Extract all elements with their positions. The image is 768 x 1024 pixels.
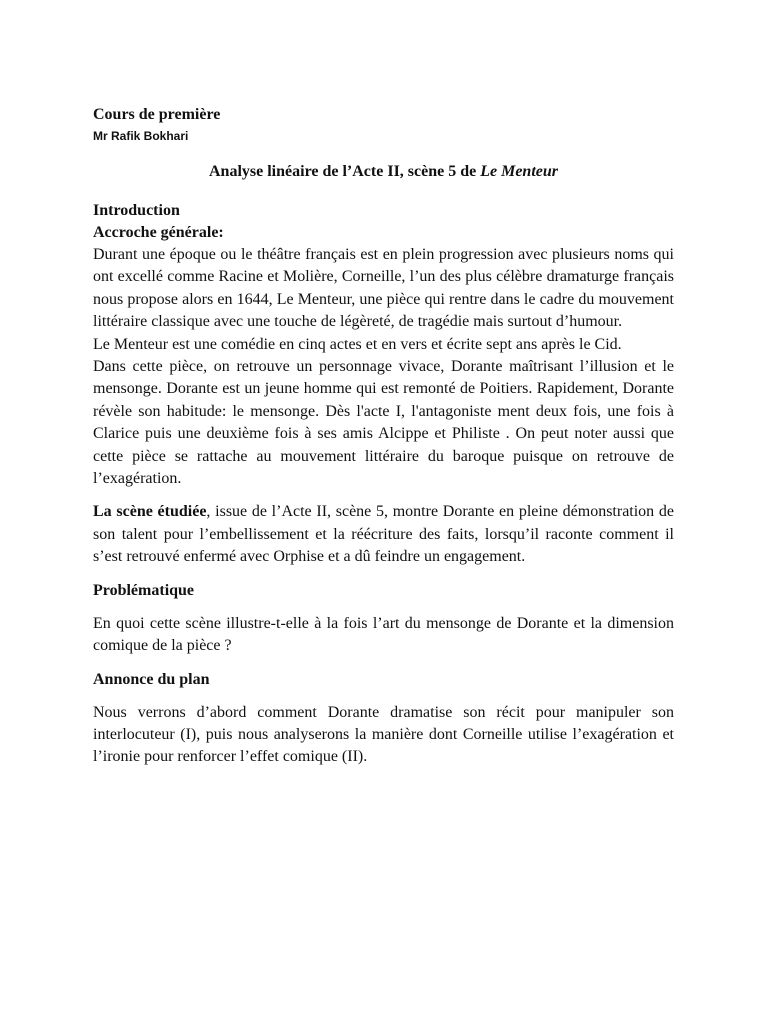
plan-text: Nous verrons d’abord comment Dorante dramatise son récit pour manipuler son interlocuteur (I), puis nous analyserons la manière dont Corneille utilise l’exagération et l’ironie pour renforcer l’effet comique (II).	[93, 703, 674, 766]
author-name: Mr Rafik Bokhari	[93, 129, 189, 143]
title-prefix: Analyse linéaire de l’Acte II, scène 5 de	[209, 163, 481, 180]
document-title	[93, 161, 674, 183]
introduction-heading: Introduction	[93, 202, 180, 219]
intro-paragraph-2: Le Menteur est une comédie en cinq actes et en vers et écrite sept ans après le Cid.	[93, 335, 622, 353]
scene-text: , issue de l’Acte II, scène 5, montre Dorante en pleine démonstration de son talent pour l’embellissement et la réécriture des faits, lorsqu’il raconte comment il s’est retrouvé enfermé avec Orphise et a dû feindre un engagement.	[93, 503, 674, 566]
problematique-heading: Problématique	[93, 581, 195, 599]
hook-heading: Accroche générale:	[93, 224, 224, 241]
plan-heading: Annonce du plan	[93, 670, 210, 688]
document-page	[93, 100, 674, 769]
scene-label: La scène étudiée	[93, 503, 207, 521]
work-title: Le Menteur	[480, 163, 558, 180]
course-heading: Cours de première	[93, 106, 221, 123]
intro-paragraph-3: Dans cette pièce, on retrouve un personnage vivace, Dorante maîtrisant l’illusion et le mensonge. Dorante est un jeune homme qui est remonté de Poitiers. Rapidement, Dorante révèle son habitude: le mensonge. Dès l'acte I, l'antagoniste ment deux fois, une fois à Clarice puis une deuxième fois à ses amis Alcippe et Philiste . On peut noter aussi que cette pièce se rattache au mouvement littéraire du baroque puisque on retrouve de l’exagération.	[93, 358, 674, 488]
problematique-text: En quoi cette scène illustre-t-elle à la fois l’art du mensonge de Dorante et la dimension comique de la pièce ?	[93, 614, 674, 655]
intro-paragraph-1: Durant une époque ou le théâtre français est en plein progression avec plusieurs noms qui ont excellé comme Racine et Molière, Corneille, l’un des plus célèbre dramaturge français nous propose alors en 1644, Le Menteur, une pièce qui rentre dans le cadre du mouvement littéraire classique avec une touche de légèreté, de tragédie mais surtout d’humour.	[93, 246, 674, 331]
scene-paragraph	[93, 501, 674, 568]
